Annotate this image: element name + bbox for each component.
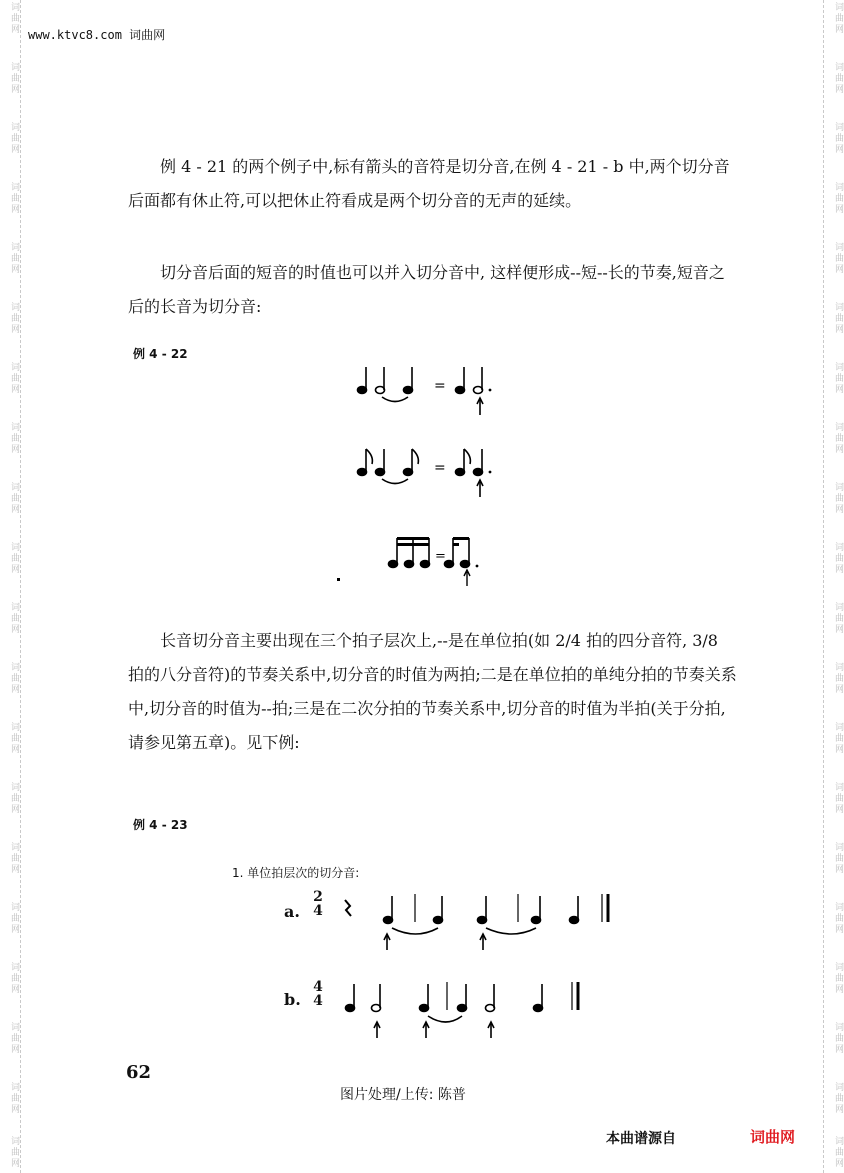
time-signature-a [310, 890, 326, 918]
side-watermark: 词曲网 [9, 62, 19, 95]
side-watermark: 词曲网 [9, 602, 19, 635]
right-margin-strip [823, 0, 844, 1173]
time-signature-top: 4 [313, 979, 323, 995]
side-watermark: 词曲网 [833, 1022, 843, 1055]
side-watermark: 词曲网 [9, 1136, 19, 1169]
paragraph-1: 例 4 - 21 的两个例子中,标有箭头的音符是切分音,在例 4 - 21 - b 中,两个切分音后面都有休止符,可以把休止符看成是两个切分音的无声的延续。 [128, 157, 730, 210]
source-site-link[interactable]: 词曲网 [750, 1128, 796, 1146]
print-speck [337, 578, 340, 581]
side-watermark: 词曲网 [9, 1082, 19, 1115]
side-watermark: 词曲网 [9, 1022, 19, 1055]
side-watermark: 词曲网 [9, 962, 19, 995]
side-watermark: 词曲网 [833, 362, 843, 395]
side-watermark: 词曲网 [833, 962, 843, 995]
side-watermark: 词曲网 [833, 302, 843, 335]
side-watermark: 词曲网 [9, 242, 19, 275]
page-number: 62 [126, 1062, 152, 1083]
side-watermark: 词曲网 [833, 122, 843, 155]
side-watermark: 词曲网 [833, 482, 843, 515]
rhythm-row-b [340, 976, 630, 1046]
rhythm-row-a [340, 888, 630, 958]
side-watermark: 词曲网 [9, 902, 19, 935]
side-watermark: 词曲网 [9, 482, 19, 515]
side-watermark: 词曲网 [833, 722, 843, 755]
side-watermark: 词曲网 [833, 542, 843, 575]
side-watermark: 词曲网 [833, 1136, 843, 1169]
time-signature-bottom: 4 [313, 903, 323, 919]
side-watermark: 词曲网 [833, 2, 843, 35]
side-watermark: 词曲网 [9, 782, 19, 815]
side-watermark: 词曲网 [9, 422, 19, 455]
side-watermark: 词曲网 [9, 302, 19, 335]
equals-sign: = [435, 549, 446, 564]
time-signature-b [310, 980, 326, 1008]
side-watermark: 词曲网 [9, 2, 19, 35]
side-watermark: 词曲网 [833, 782, 843, 815]
rhythm-figure-1 [350, 360, 510, 420]
side-watermark: 词曲网 [9, 722, 19, 755]
source-label: 本曲谱源自 [606, 1131, 676, 1147]
side-watermark: 词曲网 [9, 662, 19, 695]
side-watermark: 词曲网 [833, 842, 843, 875]
side-watermark: 词曲网 [9, 842, 19, 875]
paragraph-3: 长音切分音主要出现在三个拍子层次上,--是在单位拍(如 2/4 拍的四分音符, 3/8 拍的八分音符)的节奏关系中,切分音的时值为两拍;二是在单位拍的单纯分拍的节奏关系中,切分音的时值为--拍;三是在二次分拍的节奏关系中,切分音的时值为半拍(关于分拍,请参见第五章)。见下例: [128, 631, 737, 752]
side-watermark: 词曲网 [833, 62, 843, 95]
side-watermark: 词曲网 [9, 122, 19, 155]
example-label: 例 4 - 22 [133, 347, 188, 361]
side-watermark: 词曲网 [833, 422, 843, 455]
side-watermark: 词曲网 [833, 1082, 843, 1115]
time-signature-bottom: 4 [313, 993, 323, 1009]
rhythm-figure-2 [350, 442, 510, 502]
time-signature-top: 2 [313, 889, 323, 905]
site-header-text: www.ktvc8.com 词曲网 [28, 28, 166, 42]
equals-sign: = [434, 460, 446, 476]
upload-credit: 图片处理/上传: 陈普 [340, 1087, 466, 1103]
example-subtitle: 1. 单位拍层次的切分音: [232, 866, 360, 880]
side-watermark: 词曲网 [833, 242, 843, 275]
side-watermark: 词曲网 [833, 602, 843, 635]
side-watermark: 词曲网 [833, 902, 843, 935]
paragraph-2: 切分音后面的短音的时值也可以并入切分音中, 这样便形成--短--长的节奏,短音之后的长音为切分音: [128, 263, 725, 316]
row-label-a: a. [284, 902, 300, 921]
side-watermark: 词曲网 [833, 182, 843, 215]
left-margin-strip [0, 0, 21, 1173]
example-label: 例 4 - 23 [133, 818, 188, 832]
rhythm-figure-3 [385, 528, 505, 588]
side-watermark: 词曲网 [833, 662, 843, 695]
side-watermark: 词曲网 [9, 362, 19, 395]
equals-sign: = [434, 378, 446, 394]
row-label-b: b. [284, 990, 301, 1009]
side-watermark: 词曲网 [9, 182, 19, 215]
side-watermark: 词曲网 [9, 542, 19, 575]
